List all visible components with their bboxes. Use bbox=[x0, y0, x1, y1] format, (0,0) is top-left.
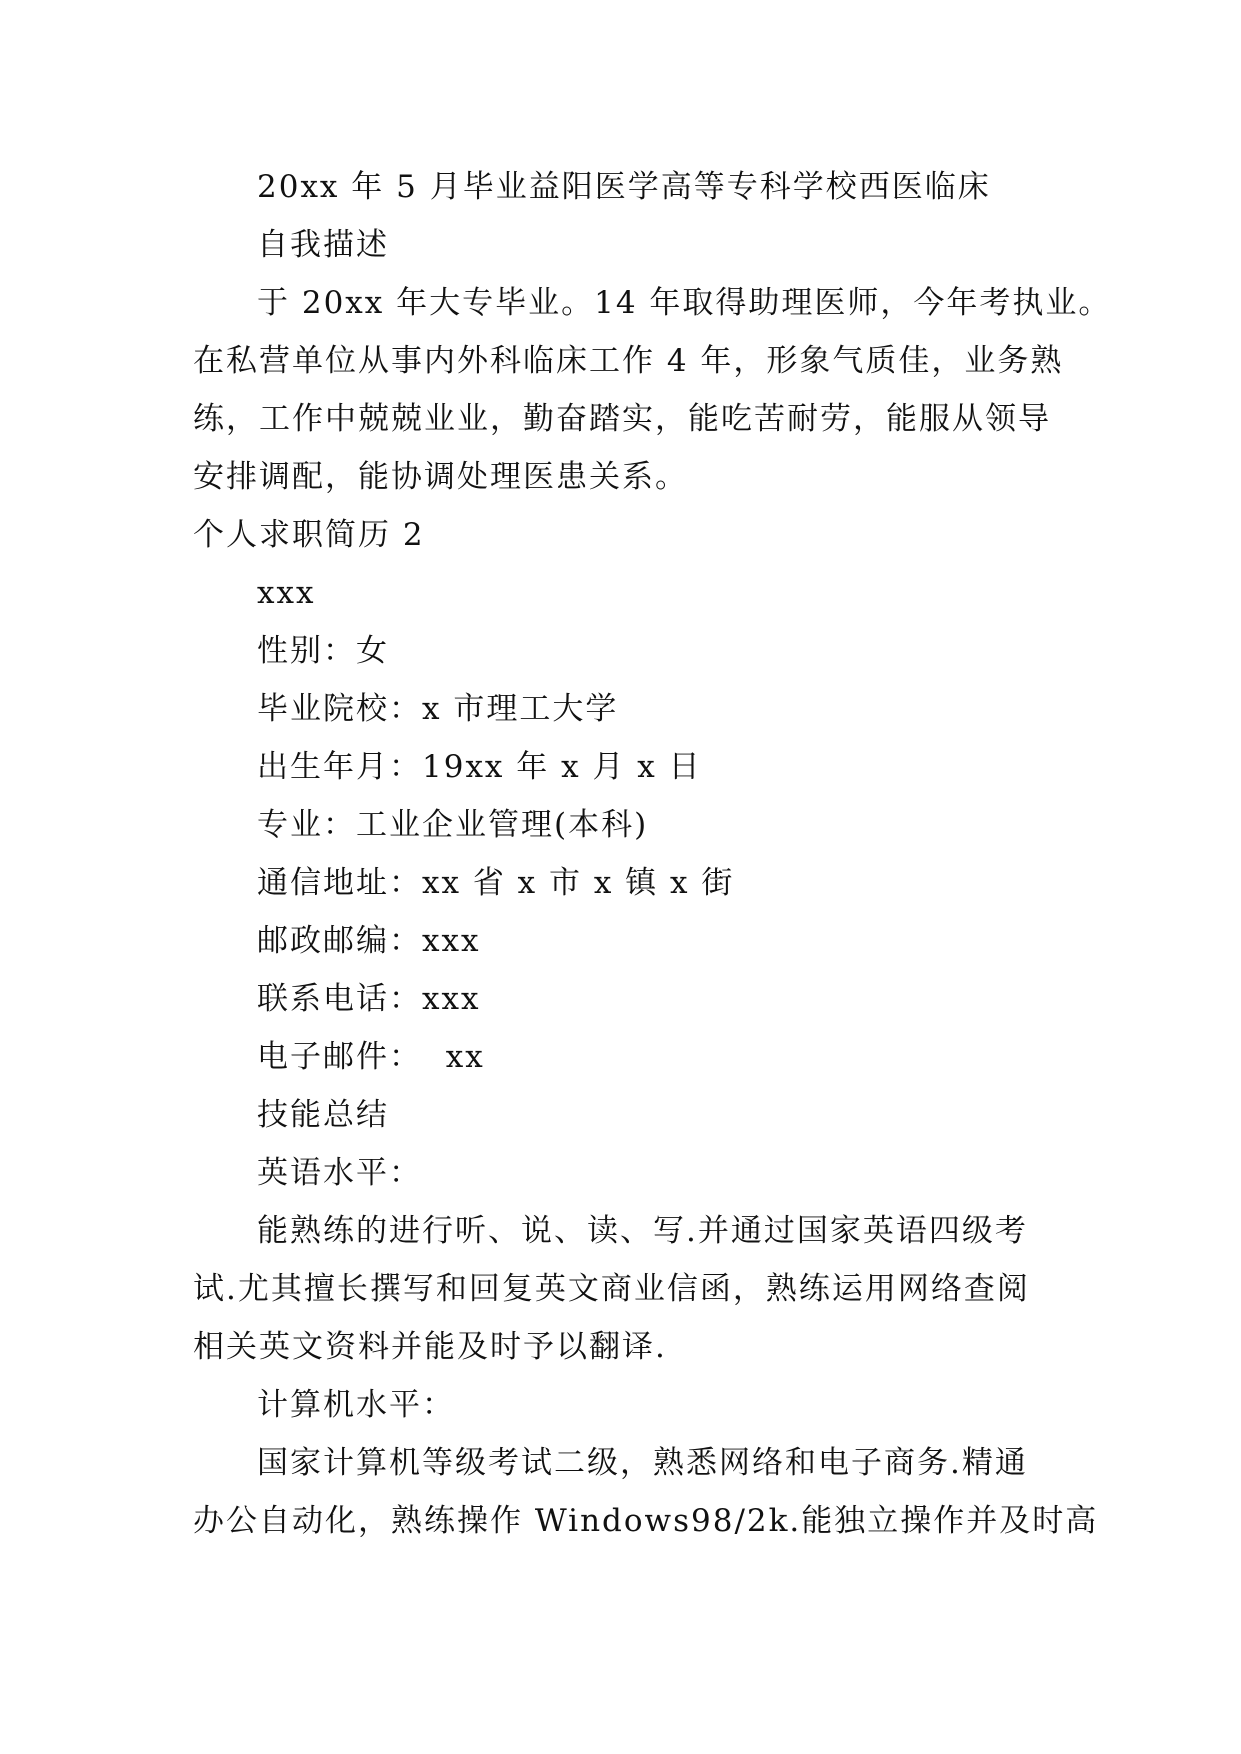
resume-major: 专业：工业企业管理(本科) bbox=[257, 807, 649, 843]
self-description-paragraph bbox=[193, 274, 1112, 506]
skills-heading: 技能总结 bbox=[257, 1097, 389, 1133]
computer-heading: 计算机水平： bbox=[257, 1387, 455, 1423]
resume-email: 电子邮件： xx bbox=[257, 1039, 485, 1075]
resume-title: 个人求职简历 2 bbox=[193, 517, 425, 553]
resume-phone: 联系电话：xxx bbox=[257, 981, 481, 1017]
resume-birth: 出生年月：19xx 年 x 月 x 日 bbox=[257, 749, 702, 785]
resume-school: 毕业院校：x 市理工大学 bbox=[257, 691, 619, 727]
computer-paragraph bbox=[193, 1434, 1099, 1550]
paragraph-line: 相关英文资料并能及时予以翻译. bbox=[193, 1329, 667, 1365]
resume-name: xxx bbox=[257, 575, 316, 611]
paragraph-line: 安排调配，能协调处理医患关系。 bbox=[193, 459, 688, 495]
english-heading: 英语水平： bbox=[257, 1155, 422, 1191]
paragraph-line: 能熟练的进行听、说、读、写.并通过国家英语四级考 bbox=[257, 1213, 1028, 1249]
resume-gender: 性别：女 bbox=[257, 633, 389, 669]
graduation-line: 20xx 年 5 月毕业益阳医学高等专科学校西医临床 bbox=[257, 169, 991, 205]
self-description-heading: 自我描述 bbox=[257, 227, 389, 263]
resume-address: 通信地址：xx 省 x 市 x 镇 x 街 bbox=[257, 865, 735, 901]
english-paragraph bbox=[193, 1202, 1063, 1376]
paragraph-line: 于 20xx 年大专毕业。14 年取得助理医师，今年考执业。 bbox=[257, 285, 1112, 321]
paragraph-line: 练，工作中兢兢业业，勤奋踏实，能吃苦耐劳，能服从领导 bbox=[193, 401, 1051, 437]
paragraph-line: 试.尤其擅长撰写和回复英文商业信函，熟练运用网络查阅 bbox=[193, 1271, 1030, 1307]
paragraph-line: 办公自动化，熟练操作 Windows98/2k.能独立操作并及时高 bbox=[193, 1503, 1099, 1539]
resume-postcode: 邮政邮编：xxx bbox=[257, 923, 481, 959]
document-body bbox=[193, 158, 1112, 1550]
paragraph-line: 在私营单位从事内外科临床工作 4 年，形象气质佳，业务熟 bbox=[193, 343, 1064, 379]
paragraph-line: 国家计算机等级考试二级，熟悉网络和电子商务.精通 bbox=[257, 1445, 1028, 1481]
